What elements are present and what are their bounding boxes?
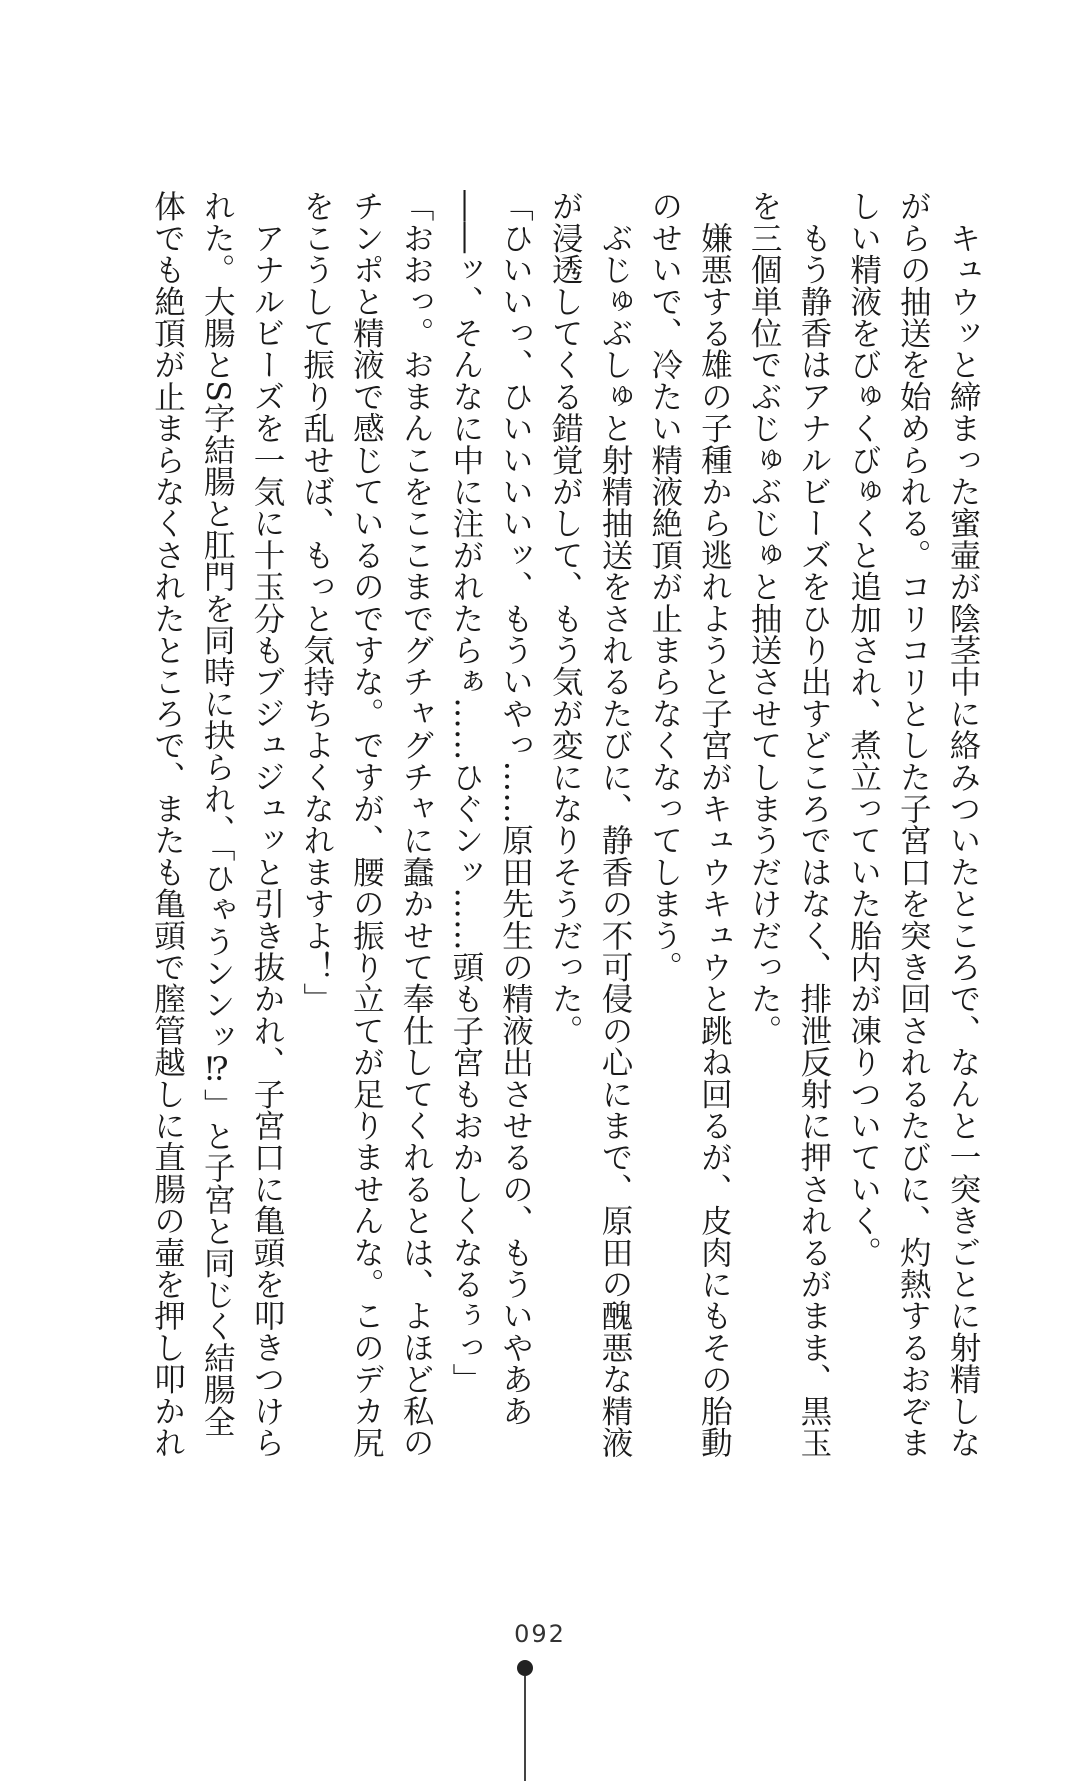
dialogue-2: 「おおっ。おまんこをここまでグチャグチャに蠢かせて奉仕してくれるとは、よほど私の チンポと精液で感じているのですな。ですが、腰の振り立てが足りませんな。このデカ尻 をこうして振り乱せば、もっと気持ちよくなれますよ！」 [298, 190, 435, 1458]
paragraph-2: もう静香はアナルビーズをひり出すどころではなく、排泄反射に押されるがまま、黒玉 を三個単位でぶじゅぶじゅと抽送させてしまうだけだった。 [746, 190, 832, 1458]
folio-dot-ornament [517, 1660, 533, 1676]
paragraph-5: アナルビーズを一気に十玉分もブジュジュッと引き抜かれ、子宮口に亀頭を叩きつけら れた。大腸とS字結腸と肛門を同時に抉られ、「ひゃうンンッ⁉」と子宮と同じく結腸全 体でも絶頂が止まらなくされたところで、またも亀頭で膣管越しに直腸の壷を押し叩かれ [149, 190, 285, 1458]
vertical-text-body [92, 190, 987, 1470]
folio-line-ornament [524, 1676, 526, 1781]
paragraph-1: キュウッと締まった蜜壷が陰茎中に絡みついたところで、なんと一突きごとに射精しな がらの抽送を始められる。コリコリとした子宮口を突き回されるたびに、灼熱するおぞま しい精液をびゅくびゅくと追加され、煮立っていた胎内が凍りついていく。 [845, 190, 981, 1458]
dialogue-1: 「ひいいっ、ひいいいいッ、もういやっ……原田先生の精液出させるの、もういやああ ――ッ、そんなに中に注がれたらぁ……ひぐンッ……頭も子宮もおかしくなるぅっ」 [447, 190, 534, 1427]
paragraph-4: ぶじゅぶしゅと射精抽送をされるたびに、静香の不可侵の心にまで、原田の醜悪な精液 が浸透してくる錯覚がして、もう気が変になりそうだった。 [547, 190, 633, 1458]
page-number: 092 [514, 1620, 566, 1648]
paragraph-3: 嫌悪する雄の子種から逃れようと子宮がキュウキュウと跳ね回るが、皮肉にもその胎動 のせいで、冷たい精液絶頂が止まらなくなってしまう。 [646, 190, 733, 1458]
